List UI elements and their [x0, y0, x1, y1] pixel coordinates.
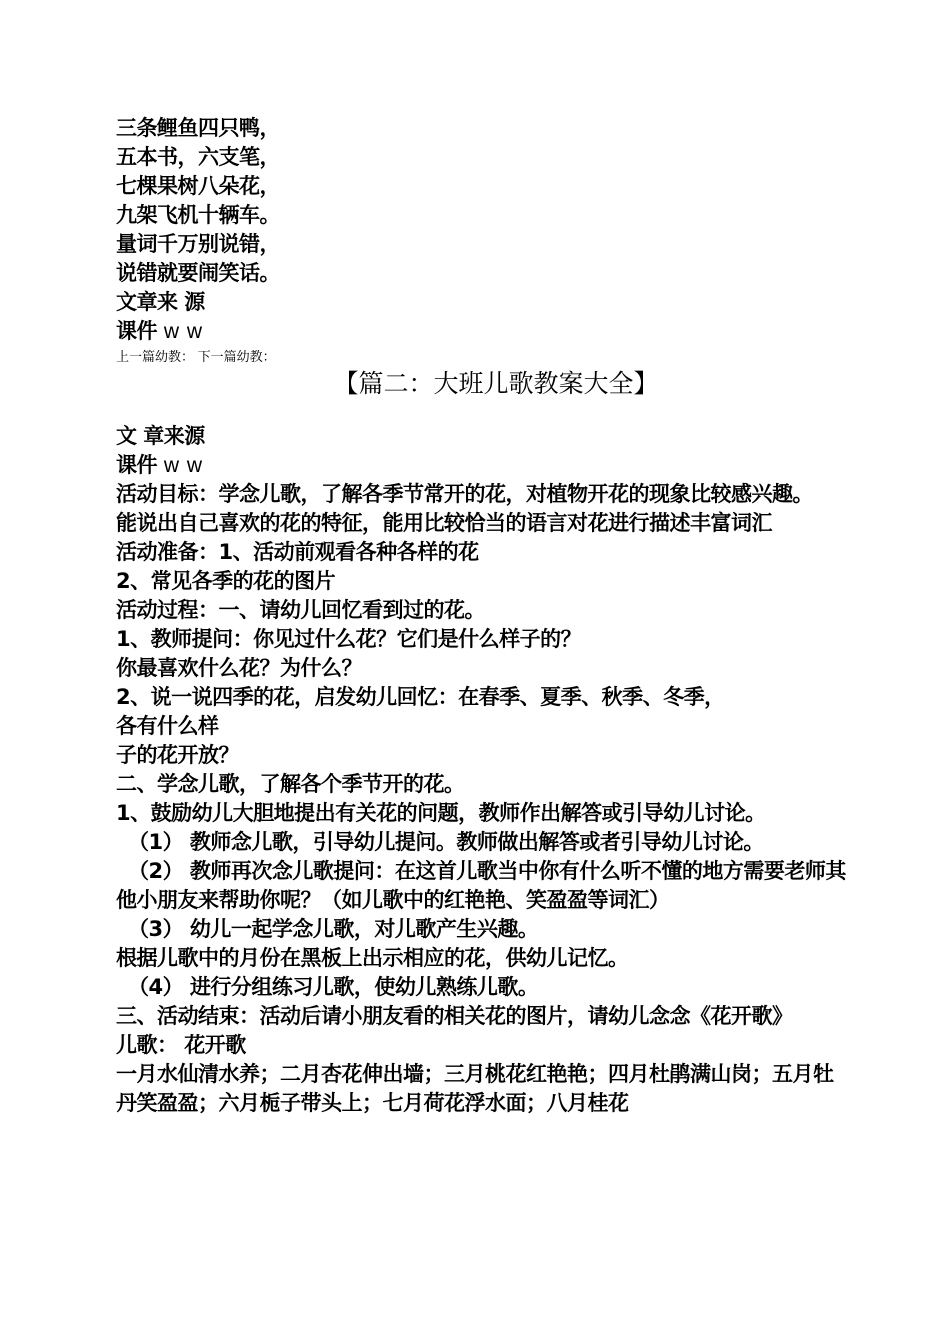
process-item: 2、说一说四季的花，启发幼儿回忆：在春季、夏季、秋季、冬季， [116, 685, 725, 709]
activity-goal: 能说出自己喜欢的花的特征，能用比较恰当的语言对花进行描述丰富词汇 [116, 511, 772, 535]
section-heading: 【篇二：大班儿歌教案大全】 [333, 369, 659, 398]
poem-line: 五本书，六支笔， [116, 145, 280, 169]
courseware-line [116, 451, 846, 480]
poem-line: 七棵果树八朵花， [116, 174, 280, 198]
sub-step-note: 根据儿歌中的月份在黑板上出示相应的花，供幼儿记忆。 [116, 946, 629, 970]
document-page [116, 114, 846, 1118]
sub-step: （3） 幼儿一起学念儿歌，对儿歌产生兴趣。 [128, 917, 539, 941]
source-label: 文章来 源 [116, 290, 205, 314]
process-item: 子的花开放？ [116, 743, 239, 767]
process-item: 1、鼓励幼儿大胆地提出有关花的问题，教师作出解答或引导幼儿讨论。 [116, 801, 766, 825]
poem-line: 九架飞机十辆车。 [116, 203, 280, 227]
activity-prep: 活动准备：1、活动前观看各种各样的花 [116, 540, 479, 564]
poem-line: 说错就要闹笑话。 [116, 261, 280, 285]
step-title: 三、活动结束：活动后请小朋友看的相关花的图片，请幼儿念念《花开歌》 [116, 1004, 793, 1028]
sub-step: （1） 教师念儿歌，引导幼儿提问。教师做出解答或者引导幼儿讨论。 [128, 830, 764, 854]
prev-next-links[interactable]: 上一篇幼教： 下一篇幼教： [116, 349, 276, 364]
process-item: 各有什么样 [116, 714, 219, 738]
activity-goal: 活动目标：学念儿歌，了解各季节常开的花，对植物开花的现象比较感兴趣。 [116, 482, 813, 506]
poem-line: 三条鲤鱼四只鸭， [116, 116, 280, 140]
sub-step: （2） 教师再次念儿歌提问：在这首儿歌当中你有什么听不懂的地方需要老师其他小朋友来帮助你呢？（如儿歌中的红艳艳、笑盈盈等词汇） [116, 859, 846, 912]
courseware-suffix: w w [163, 320, 203, 343]
activity-prep: 2、常见各季的花的图片 [116, 569, 336, 593]
source-label: 文 章来源 [116, 424, 205, 448]
process-item: 你最喜欢什么花？为什么？ [116, 656, 362, 680]
courseware-suffix: w w [163, 454, 203, 477]
poem-line: 量词千万别说错， [116, 232, 280, 256]
courseware-label: 课件 [116, 453, 157, 477]
song-text: 一月水仙清水养；二月杏花伸出墙；三月桃花红艳艳；四月杜鹃满山岗；五月牡丹笑盈盈；六月栀子带头上；七月荷花浮水面；八月桂花 [116, 1062, 834, 1115]
process-item: 1、教师提问：你见过什么花？它们是什么样子的？ [116, 627, 582, 651]
sub-step: （4） 进行分组练习儿歌，使幼儿熟练儿歌。 [128, 975, 539, 999]
courseware-line [116, 317, 846, 346]
process-title: 活动过程：一、请幼儿回忆看到过的花。 [116, 598, 485, 622]
step-title: 二、学念儿歌，了解各个季节开的花。 [116, 772, 465, 796]
song-title: 儿歌： 花开歌 [116, 1033, 246, 1057]
courseware-label: 课件 [116, 319, 157, 343]
